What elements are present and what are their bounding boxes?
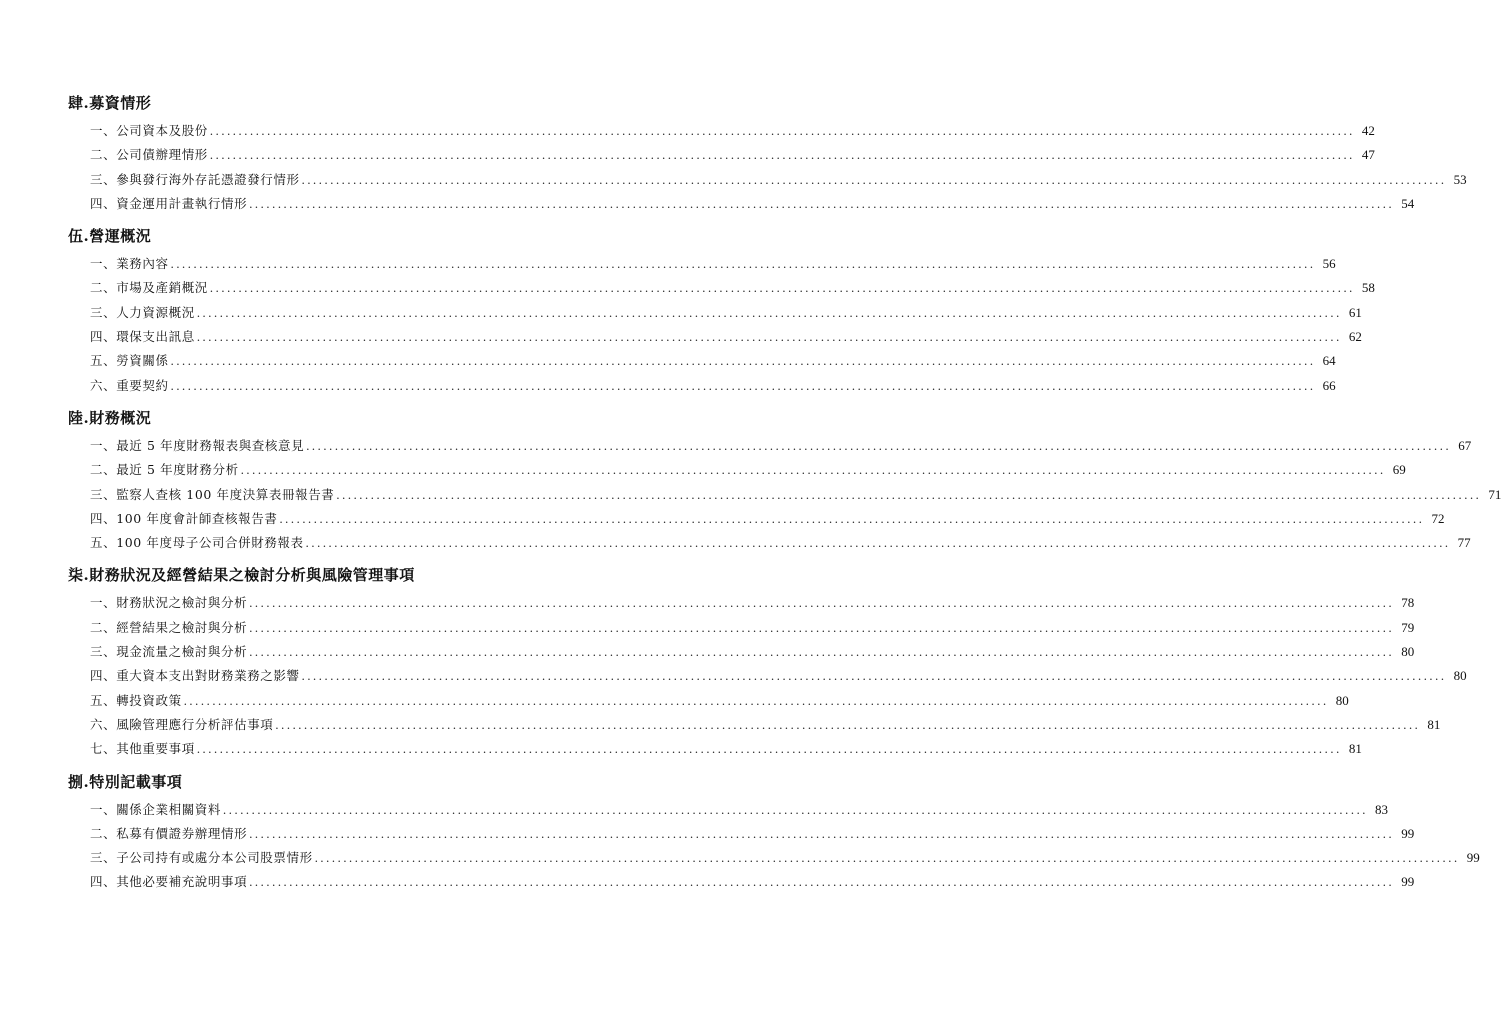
toc-entry[interactable]	[68, 689, 1349, 713]
dot-leader: ........................................................................................................................................................................................................	[209, 281, 1355, 296]
section-title: 伍.營運概況	[68, 227, 152, 246]
entry-label: 二、私募有價證券辦理情形	[90, 825, 248, 841]
entry-page-number: 80	[1335, 692, 1349, 708]
table-of-contents	[68, 90, 1501, 895]
toc-entry[interactable]	[68, 846, 1480, 870]
section-title: 陸.財務概況	[68, 408, 152, 427]
dot-leader: ........................................................................................................................................................................................................	[196, 305, 1342, 320]
entry-label: 一、財務狀況之檢討與分析	[90, 595, 248, 611]
entry-page-number: 99	[1466, 850, 1480, 866]
entry-page-number: 79	[1401, 619, 1415, 635]
entry-label: 一、公司資本及股份	[90, 123, 208, 138]
entry-label: 三、現金流量之檢討與分析	[90, 644, 248, 660]
dot-leader: ........................................................................................................................................................................................................	[170, 378, 1316, 393]
entry-page-number: 80	[1453, 668, 1467, 684]
entry-label: 二、公司債辦理情形	[90, 147, 208, 163]
toc-entry[interactable]	[68, 737, 1362, 761]
toc-entry[interactable]	[68, 870, 1415, 894]
entry-page-number: 62	[1348, 329, 1362, 345]
dot-leader: ........................................................................................................................................................................................................	[279, 511, 1425, 526]
entry-page-number: 71	[1488, 486, 1501, 502]
toc-entry[interactable]	[68, 349, 1336, 373]
toc-entry[interactable]	[68, 252, 1336, 276]
toc-entry[interactable]	[68, 276, 1375, 300]
entry-label: 二、市場及產銷概況	[90, 280, 208, 296]
toc-entry[interactable]	[68, 143, 1375, 167]
entry-page-number: 64	[1322, 353, 1336, 369]
entry-page-number: 54	[1401, 195, 1415, 211]
toc-entry[interactable]	[68, 301, 1362, 325]
entry-label: 二、經營結果之檢討與分析	[90, 619, 248, 635]
dot-leader: ........................................................................................................................................................................................................	[249, 620, 1395, 635]
entry-label: 五、100 年度母子公司合併財務報表	[90, 535, 304, 551]
entry-page-number: 67	[1458, 437, 1472, 453]
entry-label: 二、最近 5 年度財務分析	[90, 462, 239, 478]
entry-label: 一、業務內容	[90, 256, 169, 272]
toc-entry[interactable]	[68, 119, 1375, 143]
dot-leader: ........................................................................................................................................................................................................	[223, 802, 1369, 817]
toc-section-fundraising	[68, 90, 1467, 216]
dot-leader: ........................................................................................................................................................................................................	[275, 717, 1421, 732]
entry-label: 三、監察人查核 100 年度決算表冊報告書	[90, 486, 335, 502]
entry-label: 七、其他重要事項	[90, 741, 195, 757]
entry-label: 五、勞資關係	[90, 353, 169, 369]
dot-leader: ........................................................................................................................................................................................................	[249, 596, 1395, 611]
toc-entry[interactable]	[68, 713, 1441, 737]
toc-entry[interactable]	[68, 664, 1467, 688]
entry-page-number: 99	[1401, 874, 1415, 890]
toc-entry[interactable]	[68, 640, 1415, 664]
entry-page-number: 69	[1392, 462, 1406, 478]
toc-entry[interactable]	[68, 591, 1415, 615]
entry-page-number: 80	[1401, 644, 1415, 660]
entry-label: 四、資金運用計畫執行情形	[90, 195, 248, 211]
dot-leader: ........................................................................................................................................................................................................	[249, 645, 1395, 660]
dot-leader: ........................................................................................................................................................................................................	[183, 693, 1329, 708]
toc-entry[interactable]	[68, 325, 1362, 349]
toc-entry[interactable]	[68, 192, 1415, 216]
toc-section-operations	[68, 223, 1375, 398]
entry-page-number: 83	[1375, 801, 1389, 817]
entry-page-number: 66	[1322, 377, 1336, 393]
entry-label: 一、關係企業相關資料	[90, 801, 222, 817]
section-title: 肆.募資情形	[68, 94, 152, 112]
toc-entry[interactable]	[68, 822, 1415, 846]
toc-entry[interactable]	[68, 507, 1445, 531]
entry-label: 六、風險管理應行分析評估事項	[90, 716, 274, 732]
entry-page-number: 72	[1431, 510, 1445, 526]
entry-page-number: 56	[1322, 256, 1336, 272]
entry-label: 四、重大資本支出對財務業務之影響	[90, 668, 300, 684]
entry-page-number: 78	[1401, 595, 1415, 611]
dot-leader: ........................................................................................................................................................................................................	[306, 438, 1452, 453]
toc-entry[interactable]	[68, 798, 1389, 822]
dot-leader: ........................................................................................................................................................................................................	[170, 257, 1316, 272]
entry-page-number: 99	[1401, 825, 1415, 841]
entry-label: 五、轉投資政策	[90, 692, 182, 708]
entry-label: 六、重要契約	[90, 377, 169, 393]
dot-leader: ........................................................................................................................................................................................................	[336, 487, 1482, 502]
toc-entry[interactable]	[68, 168, 1467, 192]
toc-entry[interactable]	[68, 374, 1336, 398]
entry-page-number: 61	[1348, 304, 1362, 320]
entry-page-number: 42	[1361, 123, 1375, 138]
dot-leader: ........................................................................................................................................................................................................	[305, 536, 1451, 551]
toc-section-financial-analysis-risk	[68, 562, 1467, 761]
entry-label: 一、最近 5 年度財務報表與查核意見	[90, 437, 305, 453]
toc-entry[interactable]	[68, 458, 1406, 482]
entry-page-number: 81	[1427, 716, 1441, 732]
dot-leader: ........................................................................................................................................................................................................	[314, 851, 1460, 866]
dot-leader: ........................................................................................................................................................................................................	[249, 826, 1395, 841]
toc-section-financial-overview	[68, 405, 1501, 555]
entry-label: 四、100 年度會計師查核報告書	[90, 510, 278, 526]
toc-entry[interactable]	[68, 531, 1471, 555]
section-title: 捌.特別記載事項	[68, 772, 183, 791]
dot-leader: ........................................................................................................................................................................................................	[240, 463, 1386, 478]
entry-label: 三、子公司持有或處分本公司股票情形	[90, 850, 313, 866]
entry-label: 四、其他必要補充說明事項	[90, 874, 248, 890]
dot-leader: ........................................................................................................................................................................................................	[196, 742, 1342, 757]
dot-leader: ........................................................................................................................................................................................................	[209, 124, 1355, 138]
toc-section-special-items	[68, 769, 1480, 895]
dot-leader: ........................................................................................................................................................................................................	[209, 148, 1355, 163]
entry-label: 三、人力資源概況	[90, 304, 195, 320]
entry-page-number: 58	[1361, 280, 1375, 296]
dot-leader: ........................................................................................................................................................................................................	[301, 172, 1447, 187]
entry-page-number: 47	[1361, 147, 1375, 163]
toc-entry[interactable]	[68, 616, 1415, 640]
toc-entry[interactable]	[68, 483, 1501, 507]
dot-leader: ........................................................................................................................................................................................................	[301, 669, 1447, 684]
toc-entry[interactable]	[68, 434, 1472, 458]
entry-page-number: 81	[1348, 741, 1362, 757]
section-title: 柒.財務狀況及經營結果之檢討分析與風險管理事項	[68, 566, 415, 585]
entry-page-number: 53	[1453, 171, 1467, 187]
entry-label: 四、環保支出訊息	[90, 329, 195, 345]
dot-leader: ........................................................................................................................................................................................................	[249, 875, 1395, 890]
dot-leader: ........................................................................................................................................................................................................	[170, 354, 1316, 369]
entry-page-number: 77	[1457, 535, 1471, 551]
dot-leader: ........................................................................................................................................................................................................	[196, 330, 1342, 345]
entry-label: 三、參與發行海外存託憑證發行情形	[90, 171, 300, 187]
dot-leader: ........................................................................................................................................................................................................	[249, 196, 1395, 211]
